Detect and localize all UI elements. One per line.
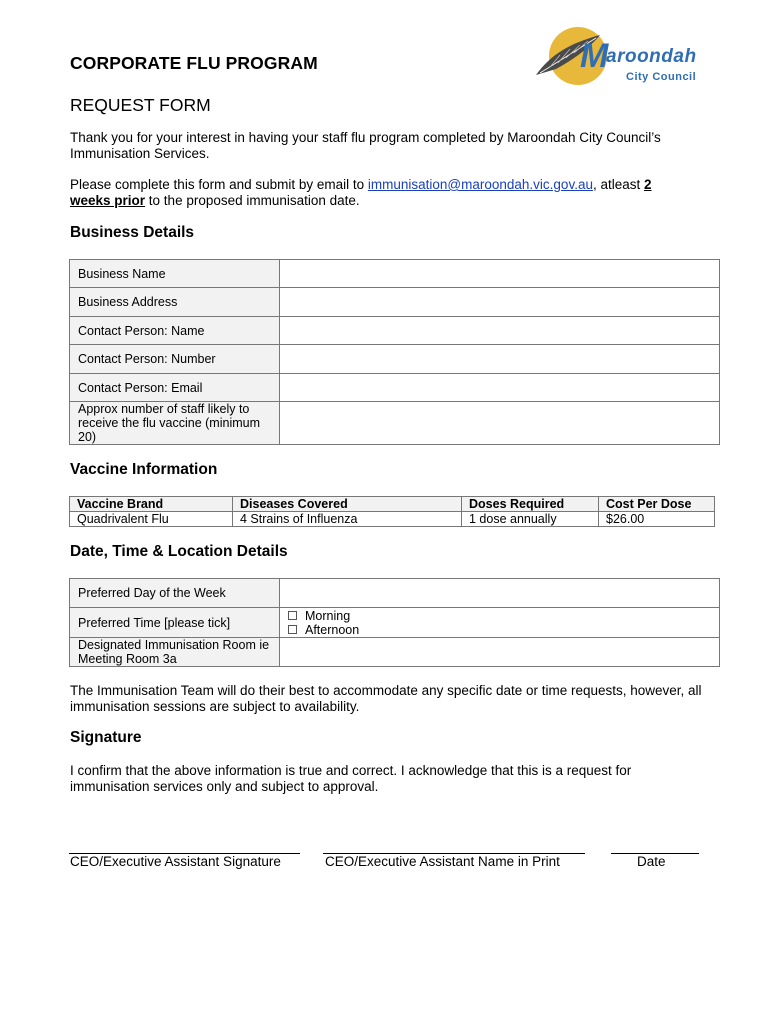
- signature-heading: Signature: [70, 729, 142, 746]
- col-diseases-covered: Diseases Covered: [233, 497, 462, 512]
- staff-count-field[interactable]: [280, 402, 720, 445]
- col-cost-per-dose: Cost Per Dose: [599, 497, 715, 512]
- instructions-text: [70, 177, 710, 209]
- svg-text:M: M: [580, 37, 609, 75]
- vaccine-heading: Vaccine Information: [70, 461, 218, 478]
- intro-text: Thank you for your interest in having your staff flu program completed by Maroondah City Council’s Immunisation Services.: [70, 130, 661, 161]
- business-heading: Business Details: [70, 224, 195, 241]
- cell-cost-per-dose: $26.00: [599, 512, 715, 527]
- instructions-middle: , atleast: [592, 177, 644, 192]
- afternoon-option[interactable]: [288, 623, 711, 637]
- date-details-table: [69, 578, 720, 667]
- morning-label: Morning: [305, 608, 351, 623]
- col-vaccine-brand: Vaccine Brand: [70, 497, 233, 512]
- business-name-label: Business Name: [70, 260, 280, 288]
- date-label: Date: [637, 854, 666, 869]
- deadline-number: 2: [644, 177, 652, 192]
- col-doses-required: Doses Required: [462, 497, 599, 512]
- instructions-after: to the proposed immunisation date.: [145, 193, 360, 208]
- morning-option[interactable]: [288, 609, 711, 623]
- deadline-text: weeks prior: [70, 193, 146, 208]
- cell-vaccine-brand: Quadrivalent Flu: [70, 512, 233, 527]
- vaccine-table: [69, 496, 715, 527]
- logo-name: aroondah: [606, 46, 697, 67]
- contact-email-field[interactable]: [280, 374, 720, 402]
- availability-note: The Immunisation Team will do their best to accommodate any specific date or time requests, however, all immunisation sessions are subject to availability.: [70, 683, 702, 714]
- contact-number-label: Contact Person: Number: [70, 345, 280, 374]
- logo-subtitle: City Council: [626, 71, 697, 83]
- instructions-before: Please complete this form and submit by email to: [70, 177, 368, 192]
- preferred-day-field[interactable]: [280, 579, 720, 608]
- date-heading: Date, Time & Location Details: [70, 543, 288, 560]
- immunisation-room-field[interactable]: [280, 638, 720, 667]
- preferred-day-label: Preferred Day of the Week: [70, 579, 280, 608]
- cell-doses-required: 1 dose annually: [462, 512, 599, 527]
- morning-checkbox[interactable]: [288, 611, 297, 620]
- cell-diseases-covered: 4 Strains of Influenza: [233, 512, 462, 527]
- contact-name-field[interactable]: [280, 317, 720, 345]
- afternoon-checkbox[interactable]: [288, 625, 297, 634]
- preferred-time-label: Preferred Time [please tick]: [70, 608, 280, 638]
- page-subtitle: REQUEST FORM: [70, 95, 211, 115]
- contact-number-field[interactable]: [280, 345, 720, 374]
- signature-label: CEO/Executive Assistant Signature: [70, 854, 281, 869]
- staff-count-label: Approx number of staff likely to receive the flu vaccine (minimum 20): [70, 402, 280, 445]
- business-address-label: Business Address: [70, 288, 280, 317]
- business-name-field[interactable]: [280, 260, 720, 288]
- contact-email-label: Contact Person: Email: [70, 374, 280, 402]
- name-print-label: CEO/Executive Assistant Name in Print: [325, 854, 560, 869]
- preferred-time-options: [280, 608, 720, 638]
- afternoon-label: Afternoon: [305, 622, 360, 637]
- email-link[interactable]: immunisation@maroondah.vic.gov.au: [367, 177, 593, 192]
- immunisation-room-label: Designated Immunisation Room ie Meeting Room 3a: [70, 638, 280, 667]
- page-title: CORPORATE FLU PROGRAM: [70, 53, 318, 73]
- confirmation-text: I confirm that the above information is true and correct. I acknowledge that this is a request for immunisation services only and subject to approval.: [70, 763, 632, 794]
- business-details-table: [69, 259, 720, 445]
- business-address-field[interactable]: [280, 288, 720, 317]
- contact-name-label: Contact Person: Name: [70, 317, 280, 345]
